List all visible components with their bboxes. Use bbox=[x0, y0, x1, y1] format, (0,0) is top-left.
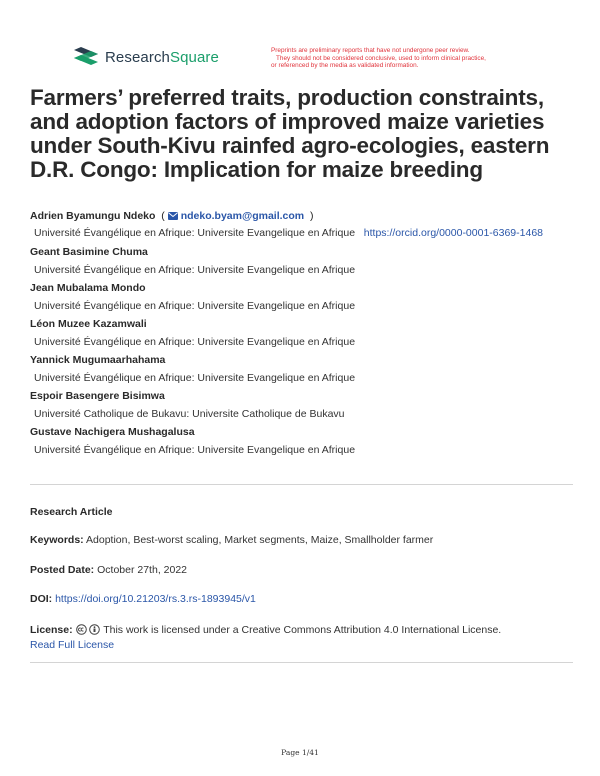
doi-label: DOI: bbox=[30, 593, 53, 605]
article-type bbox=[30, 505, 570, 520]
keywords-value: Adoption, Best-worst scaling, Market segments, Maize, Smallholder farmer bbox=[86, 534, 434, 546]
preprint-disclaimer bbox=[271, 47, 541, 70]
brand-name-research: Research bbox=[105, 48, 170, 66]
posted-date bbox=[30, 563, 570, 578]
posted-date-label: Posted Date: bbox=[30, 564, 95, 576]
article-type-text: Research Article bbox=[30, 506, 113, 518]
author-email-link[interactable] bbox=[168, 210, 307, 222]
author-name: Gustave Nachigera Mushagalusa bbox=[30, 426, 195, 438]
affiliation-text: Université Évangélique en Afrique: Universite Evangelique en Afrique bbox=[34, 227, 356, 239]
author-affiliation: Université Évangélique en Afrique: Universite Evangelique en Afrique bbox=[34, 300, 356, 312]
author-affiliation: Université Évangélique en Afrique: Universite Evangelique en Afrique bbox=[34, 444, 356, 456]
orcid-link[interactable]: https://orcid.org/0000-0001-6369-1468 bbox=[363, 227, 544, 239]
license bbox=[30, 623, 570, 653]
author-affiliation: Université Évangélique en Afrique: Universite Evangelique en Afrique bbox=[34, 372, 356, 384]
license-text: This work is licensed under a Creative Commons Attribution 4.0 International License. bbox=[103, 624, 502, 636]
creative-commons-icon bbox=[76, 624, 87, 635]
author-affiliation: Université Évangélique en Afrique: Universite Evangelique en Afrique bbox=[34, 336, 356, 348]
author-name: Yannick Mugumaarhahama bbox=[30, 354, 166, 366]
author-affiliation: Université Évangélique en Afrique: Universite Evangelique en Afrique bbox=[34, 264, 356, 276]
email-paren-close: ) bbox=[307, 210, 314, 222]
section-divider bbox=[30, 484, 573, 485]
section-divider bbox=[30, 662, 573, 663]
license-label: License: bbox=[30, 624, 73, 636]
author-name: Geant Basimine Chuma bbox=[30, 246, 148, 258]
doi-link[interactable]: https://doi.org/10.21203/rs.3.rs-1893945/v1 bbox=[55, 593, 256, 605]
author-name: Espoir Basengere Bisimwa bbox=[30, 390, 165, 402]
attribution-icon bbox=[89, 624, 100, 635]
author-name: Léon Muzee Kazamwali bbox=[30, 318, 147, 330]
envelope-icon bbox=[168, 212, 178, 220]
posted-date-value: October 27th, 2022 bbox=[97, 564, 188, 576]
author-affiliation bbox=[30, 225, 570, 243]
doi bbox=[30, 592, 570, 607]
disclaimer-line: They should not be considered conclusive, used to inform clinical practice, bbox=[276, 54, 486, 62]
email-paren-open: ( bbox=[158, 210, 165, 222]
author-entry bbox=[30, 207, 570, 225]
keywords bbox=[30, 533, 570, 548]
author-name: Adrien Byamungu Ndeko bbox=[30, 210, 156, 222]
disclaimer-line: or referenced by the media as validated information. bbox=[271, 62, 419, 70]
read-full-license-link[interactable]: Read Full License bbox=[30, 639, 115, 651]
paper-title: Farmers’ preferred traits, production constraints, and adoption factors of improved maize varieties under South-Kivu rainfed agro-ecologies, eastern D.R. Congo: Implication for maize breeding bbox=[30, 85, 550, 182]
author-name: Jean Mubalama Mondo bbox=[30, 282, 146, 294]
brand-name-square: Square bbox=[170, 48, 219, 66]
keywords-label: Keywords: bbox=[30, 534, 84, 546]
disclaimer-line: Preprints are preliminary reports that have not undergone peer review. bbox=[271, 47, 470, 54]
research-square-logo[interactable] bbox=[73, 47, 219, 67]
page-number: Page 1/41 bbox=[281, 748, 319, 757]
author-affiliation: Université Catholique de Bukavu: Universite Catholique de Bukavu bbox=[34, 408, 345, 420]
brand-name bbox=[105, 49, 219, 66]
research-square-logo-icon bbox=[73, 47, 99, 67]
author-email: ndeko.byam@gmail.com bbox=[180, 210, 305, 222]
author-list bbox=[30, 207, 570, 459]
